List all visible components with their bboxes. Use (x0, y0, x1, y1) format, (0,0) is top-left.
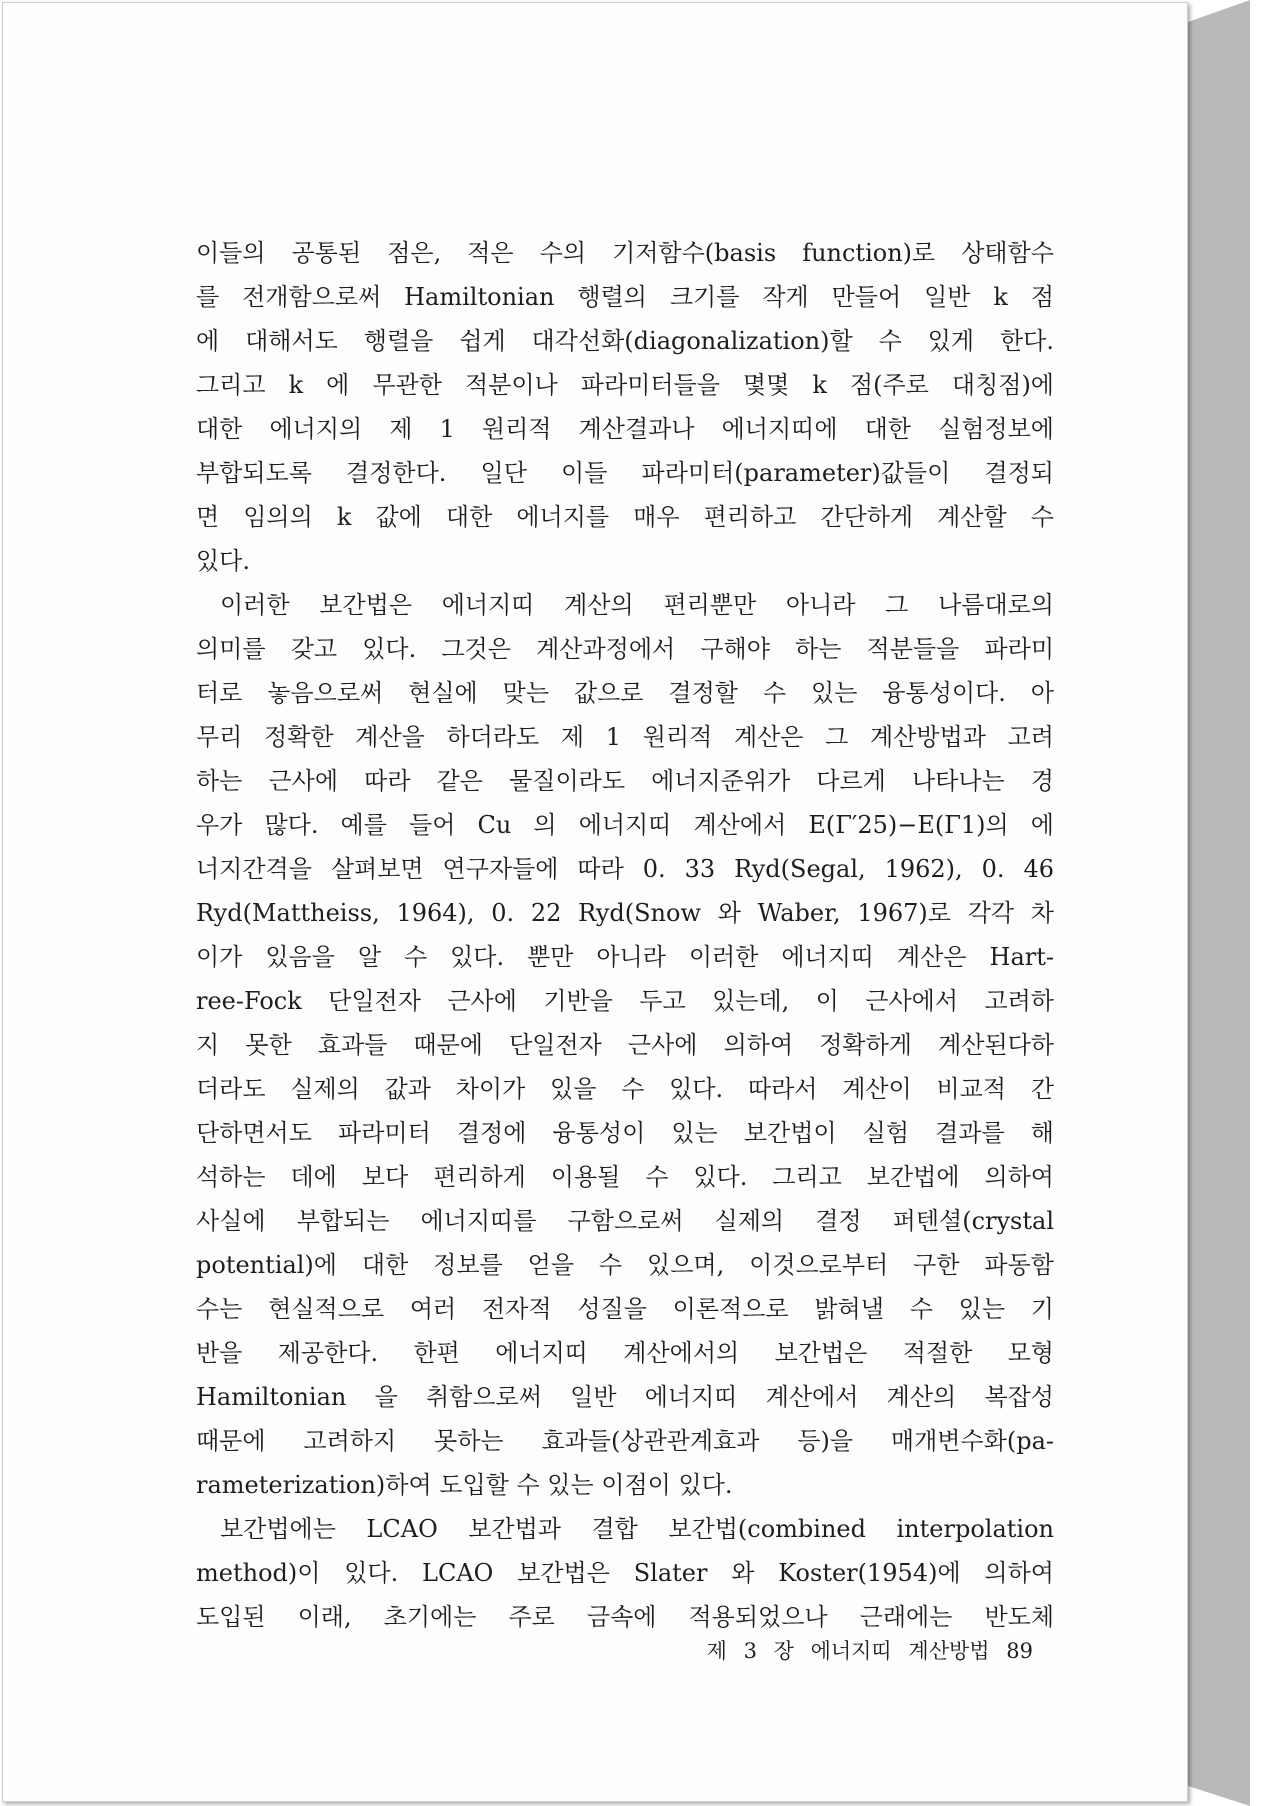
text-line: 이러한 보간법은 에너지띠 계산의 편리뿐만 아니라 그 나름대로의 (220, 591, 1054, 619)
text-line: 보간법에는 LCAO 보간법과 결합 보간법(combined interpolation (220, 1515, 1054, 1543)
text-line: 지 못한 효과들 때문에 단일전자 근사에 의하여 정확하게 계산된다하 (196, 1031, 1054, 1059)
text-line: 때문에 고려하지 못하는 효과들(상관관계효과 등)을 매개변수화(pa- (196, 1427, 1054, 1455)
text-line: 면 임의의 k 값에 대한 에너지를 매우 편리하고 간단하게 계산할 수 (196, 503, 1054, 531)
text-line: 수는 현실적으로 여러 전자적 성질을 이론적으로 밝혀낼 수 있는 기 (196, 1295, 1054, 1323)
text-line: 무리 정확한 계산을 하더라도 제 1 원리적 계산은 그 계산방법과 고려 (196, 723, 1054, 751)
text-line: 이들의 공통된 점은, 적은 수의 기저함수(basis function)로 상태함수 (196, 239, 1054, 267)
book-page-edge (1188, 0, 1250, 1806)
text-line: method)이 있다. LCAO 보간법은 Slater 와 Koster(1954)에 의하여 (196, 1559, 1054, 1587)
text-line: 이가 있음을 알 수 있다. 뿐만 아니라 이러한 에너지띠 계산은 Hart- (196, 943, 1054, 971)
text-line: 그리고 k 에 무관한 적분이나 파라미터들을 몇몇 k 점(주로 대칭점)에 (196, 371, 1054, 399)
page-footer (653, 1635, 1033, 1665)
text-line: 더라도 실제의 값과 차이가 있을 수 있다. 따라서 계산이 비교적 간 (196, 1075, 1054, 1103)
text-line: 도입된 이래, 초기에는 주로 금속에 적용되었으나 근래에는 반도체 (196, 1603, 1054, 1631)
text-line: 단하면서도 파라미터 결정에 융통성이 있는 보간법이 실험 결과를 해 (196, 1119, 1054, 1147)
text-line: rameterization)하여 도입할 수 있는 이점이 있다. (196, 1471, 733, 1499)
text-line: 있다. (196, 547, 250, 575)
running-head: 제 3 장 에너지띠 계산방법 (706, 1639, 990, 1663)
text-line: 터로 놓음으로써 현실에 맞는 값으로 결정할 수 있는 융통성이다. 아 (196, 679, 1054, 707)
page-number: 89 (1006, 1639, 1033, 1663)
text-line: Hamiltonian 을 취함으로써 일반 에너지띠 계산에서 계산의 복잡성 (196, 1383, 1054, 1411)
text-line: Ryd(Mattheiss, 1964), 0. 22 Ryd(Snow 와 Waber, 1967)로 각각 차 (196, 899, 1054, 927)
text-line: 석하는 데에 보다 편리하게 이용될 수 있다. 그리고 보간법에 의하여 (196, 1163, 1054, 1191)
text-line: 반을 제공한다. 한편 에너지띠 계산에서의 보간법은 적절한 모형 (196, 1339, 1054, 1367)
text-line: 의미를 갖고 있다. 그것은 계산과정에서 구해야 하는 적분들을 파라미 (196, 635, 1054, 663)
text-line: 하는 근사에 따라 같은 물질이라도 에너지준위가 다르게 나타나는 경 (196, 767, 1054, 795)
text-line: 부합되도록 결정한다. 일단 이들 파라미터(parameter)값들이 결정되 (196, 459, 1054, 487)
text-line: 너지간격을 살펴보면 연구자들에 따라 0. 33 Ryd(Segal, 1962), 0. 46 (196, 855, 1054, 883)
text-line: 우가 많다. 예를 들어 Cu 의 에너지띠 계산에서 E(Γ′25)−E(Γ1)의 에 (196, 811, 1054, 839)
paragraph-1 (196, 231, 1054, 583)
paragraph-2 (196, 583, 1054, 1507)
paragraph-3 (196, 1507, 1054, 1639)
text-line: ree-Fock 단일전자 근사에 기반을 두고 있는데, 이 근사에서 고려하 (196, 987, 1054, 1015)
book-page (2, 2, 1188, 1802)
text-line: 에 대해서도 행렬을 쉽게 대각선화(diagonalization)할 수 있게 한다. (196, 327, 1054, 355)
text-line: potential)에 대한 정보를 얻을 수 있으며, 이것으로부터 구한 파동함 (196, 1251, 1054, 1279)
text-line: 대한 에너지의 제 1 원리적 계산결과나 에너지띠에 대한 실험정보에 (196, 415, 1054, 443)
text-line: 를 전개함으로써 Hamiltonian 행렬의 크기를 작게 만들어 일반 k 점 (196, 283, 1054, 311)
body-text (196, 231, 1054, 1639)
text-line: 사실에 부합되는 에너지띠를 구함으로써 실제의 결정 퍼텐셜(crystal (196, 1207, 1054, 1235)
